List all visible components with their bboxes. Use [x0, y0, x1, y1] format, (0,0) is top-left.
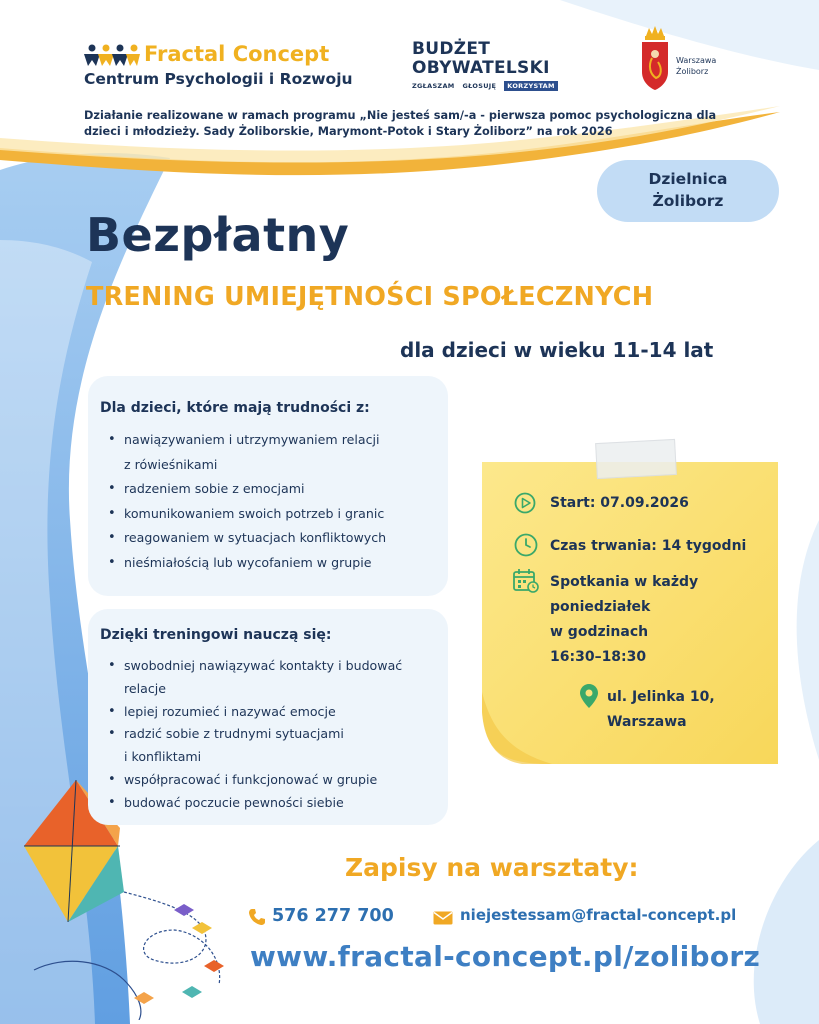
play-icon	[514, 492, 536, 514]
city-line2: Żoliborz	[676, 67, 709, 76]
crest-icon	[640, 26, 670, 90]
phone-number[interactable]: 576 277 700	[272, 906, 394, 926]
difficulties-card	[88, 376, 448, 596]
list-item	[100, 655, 434, 701]
difficulties-list	[100, 428, 434, 575]
meetings-line3: w godzinach	[550, 624, 649, 640]
list-item-text: radzić sobie z trudnymi sytuacjami	[124, 726, 344, 742]
district-line1: Dzielnica	[648, 170, 728, 188]
signup-heading: Zapisy na warsztaty:	[345, 853, 639, 882]
program-line1: Działanie realizowane w ramach programu „Nie jesteś sam/-a - pierwsza pomoc psychologiczna dla	[84, 109, 717, 122]
budget-title-line2: OBYWATELSKI	[412, 58, 550, 78]
tape-decoration	[595, 439, 677, 479]
list-item	[100, 428, 434, 477]
list-item	[100, 477, 434, 502]
list-item-text: i konfliktami	[124, 749, 202, 765]
district-badge	[597, 160, 779, 222]
list-item	[100, 526, 434, 551]
list-item	[100, 701, 434, 724]
budget-tag-active: KORZYSTAM	[504, 81, 558, 91]
budget-logo	[412, 40, 558, 91]
list-item-text: nawiązywaniem i utrzymywaniem relacji	[124, 432, 380, 447]
page-title: Bezpłatny	[86, 208, 350, 262]
calendar-icon	[512, 568, 540, 594]
age-range: dla dzieci w wieku 11-14 lat	[400, 338, 714, 362]
start-date: Start: 07.09.2026	[550, 495, 689, 511]
list-item	[100, 792, 434, 815]
skills-heading: Dzięki treningowi nauczą się:	[100, 627, 332, 643]
difficulties-heading: Dla dzieci, które mają trudności z:	[100, 400, 370, 416]
skills-list	[100, 655, 434, 815]
program-description	[84, 108, 764, 140]
website-link[interactable]: www.fractal-concept.pl/zoliborz	[250, 940, 761, 973]
list-item-text: swobodniej nawiązywać kontakty i budować	[124, 658, 403, 673]
clock-icon	[514, 533, 538, 557]
address-line2: Warszawa	[607, 714, 687, 730]
location-pin-icon	[580, 684, 598, 708]
list-item-text: relacje	[124, 680, 167, 696]
list-item-text: komunikowaniem swoich potrzeb i granic	[124, 505, 385, 521]
org-name: Fractal Concept	[144, 42, 330, 66]
budget-tag: GŁOSUJĘ	[462, 82, 497, 90]
org-subtitle: Centrum Psychologii i Rozwoju	[84, 70, 353, 88]
meetings-time: 16:30–18:30	[550, 649, 647, 665]
meetings-line1: Spotkania w każdy	[550, 574, 699, 590]
email-icon	[433, 911, 453, 925]
duration: Czas trwania: 14 tygodni	[550, 538, 747, 554]
city-line1: Warszawa	[676, 56, 717, 65]
address-line1: ul. Jelinka 10,	[607, 689, 715, 705]
list-item-text: nieśmiałością lub wycofaniem w grupie	[124, 554, 372, 570]
list-item-text: budować poczucie pewności siebie	[124, 794, 344, 810]
list-item	[100, 551, 434, 576]
list-item-text: lepiej rozumieć i nazywać emocje	[124, 703, 336, 719]
list-item-text: z rówieśnikami	[124, 456, 218, 472]
list-item	[100, 723, 434, 769]
list-item-text: radzeniem sobie z emocjami	[124, 481, 305, 496]
budget-tag: ZGŁASZAM	[412, 82, 455, 90]
meetings-line2: poniedziałek	[550, 599, 651, 615]
people-logo-icon	[84, 44, 140, 66]
budget-title-line1: BUDŻET	[412, 39, 491, 59]
list-item-text: współpracować i funkcjonować w grupie	[124, 771, 378, 787]
email-link[interactable]: niejestessam@fractal-concept.pl	[460, 906, 737, 924]
program-line2: dzieci i młodzieży. Sady Żoliborskie, Marymont-Potok i Stary Żoliborz” na rok 2026	[84, 125, 613, 138]
phone-icon	[248, 908, 266, 926]
list-item	[100, 502, 434, 527]
page-subtitle: TRENING UMIEJĘTNOŚCI SPOŁECZNYCH	[86, 282, 654, 312]
list-item-text: reagowaniem w sytuacjach konfliktowych	[124, 530, 387, 545]
district-line2: Żoliborz	[652, 192, 724, 210]
skills-card	[88, 609, 448, 825]
list-item	[100, 769, 434, 792]
